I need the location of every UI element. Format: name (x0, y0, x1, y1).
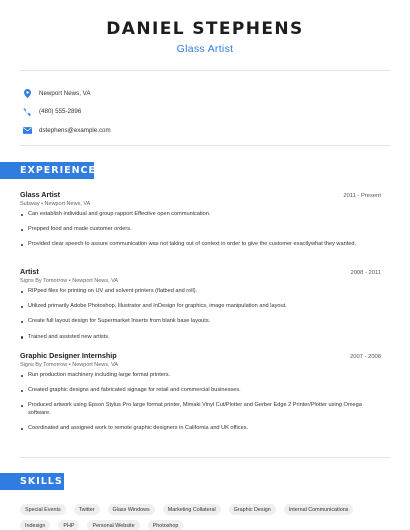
phone-icon (22, 107, 32, 117)
skill-chip: Internal Communications (284, 504, 354, 515)
job-bullet: Coordinated and assigned work to remote graphic designers in California and UK offices. (20, 425, 381, 433)
job-title: Artist (20, 267, 39, 276)
job-company: Signs By Tomorrow • Newport News, VA (20, 362, 119, 368)
contact-phone (22, 103, 111, 121)
job-bullets (20, 372, 381, 433)
resume-header (0, 0, 410, 55)
skill-chip: Indesign (20, 520, 50, 530)
job-entry (20, 351, 381, 440)
skills-list (20, 504, 398, 530)
header-divider (20, 70, 390, 71)
job-entry (20, 267, 381, 349)
experience-divider (20, 457, 390, 458)
job-entry (20, 190, 381, 257)
skill-chip: Marketing Collateral (163, 504, 221, 515)
skill-chip: Glass Windows (108, 504, 155, 515)
job-bullet: Can establish individual and group rapport Effective open communication. (20, 211, 381, 219)
email-icon (22, 125, 32, 135)
job-bullet: Prepped food and made customer orders. (20, 226, 381, 234)
experience-heading: EXPERIENCE (0, 162, 94, 179)
skill-chip: PHP (58, 520, 79, 530)
job-bullet: RIPped files for printing on UV and solvent printers (flatbed and roll). (20, 288, 381, 296)
contact-email (22, 121, 111, 139)
job-company: Signs By Tomorrow • Newport News, VA (20, 278, 119, 284)
skill-chip: Personal Website (87, 520, 139, 530)
skill-chip: Twitter (74, 504, 100, 515)
location-pin-icon (22, 88, 32, 98)
job-bullet: Produced artwork using Epson Stylus Pro large format printer, Mimaki Vinyl Cut/Plotter and Gerber Edge 2 Printer/Plotter using Omega software. (20, 402, 381, 417)
skill-chip: Photoshop (148, 520, 184, 530)
job-dates: 2008 - 2011 (350, 270, 381, 276)
candidate-name: DANIEL STEPHENS (106, 19, 304, 39)
contact-list (22, 84, 111, 140)
job-bullets (20, 288, 381, 341)
job-bullet: Created graphic designs and fabricated signage for retail and commercial businesses. (20, 387, 381, 395)
job-bullet: Run production machinery including large format printers. (20, 372, 381, 380)
skill-chip: Special Events (20, 504, 66, 515)
job-title: Graphic Designer Internship (20, 351, 117, 360)
job-bullet: Utilized primarily Adobe Photoshop, Illustrator and InDesign for graphics, image manipulation and layout. (20, 303, 381, 311)
job-bullet: Create full layout design for Supermarket Inserts from blank base layouts. (20, 318, 381, 326)
job-bullet: Trained and assisted new artists. (20, 334, 381, 342)
skill-chip: Graphic Design (229, 504, 276, 515)
job-dates: 2007 - 2008 (350, 354, 381, 360)
job-title: Glass Artist (20, 190, 61, 199)
job-dates: 2011 - Present (343, 193, 381, 199)
candidate-title: Glass Artist (176, 43, 234, 55)
job-bullets (20, 211, 381, 249)
location-text: Newport News, VA (39, 89, 91, 97)
email-text[interactable]: dstephens@example.com (39, 126, 111, 134)
contact-divider (20, 145, 390, 146)
skills-heading: SKILLS (0, 473, 64, 490)
job-company: Subway • Newport News, VA (20, 201, 91, 207)
phone-text[interactable]: (480) 555-2896 (39, 108, 82, 115)
contact-location (22, 84, 111, 102)
job-bullet: Provided clear speech to assure communication was not taking out of context in order to give the customer exactlywhat they wanted. (20, 241, 381, 249)
